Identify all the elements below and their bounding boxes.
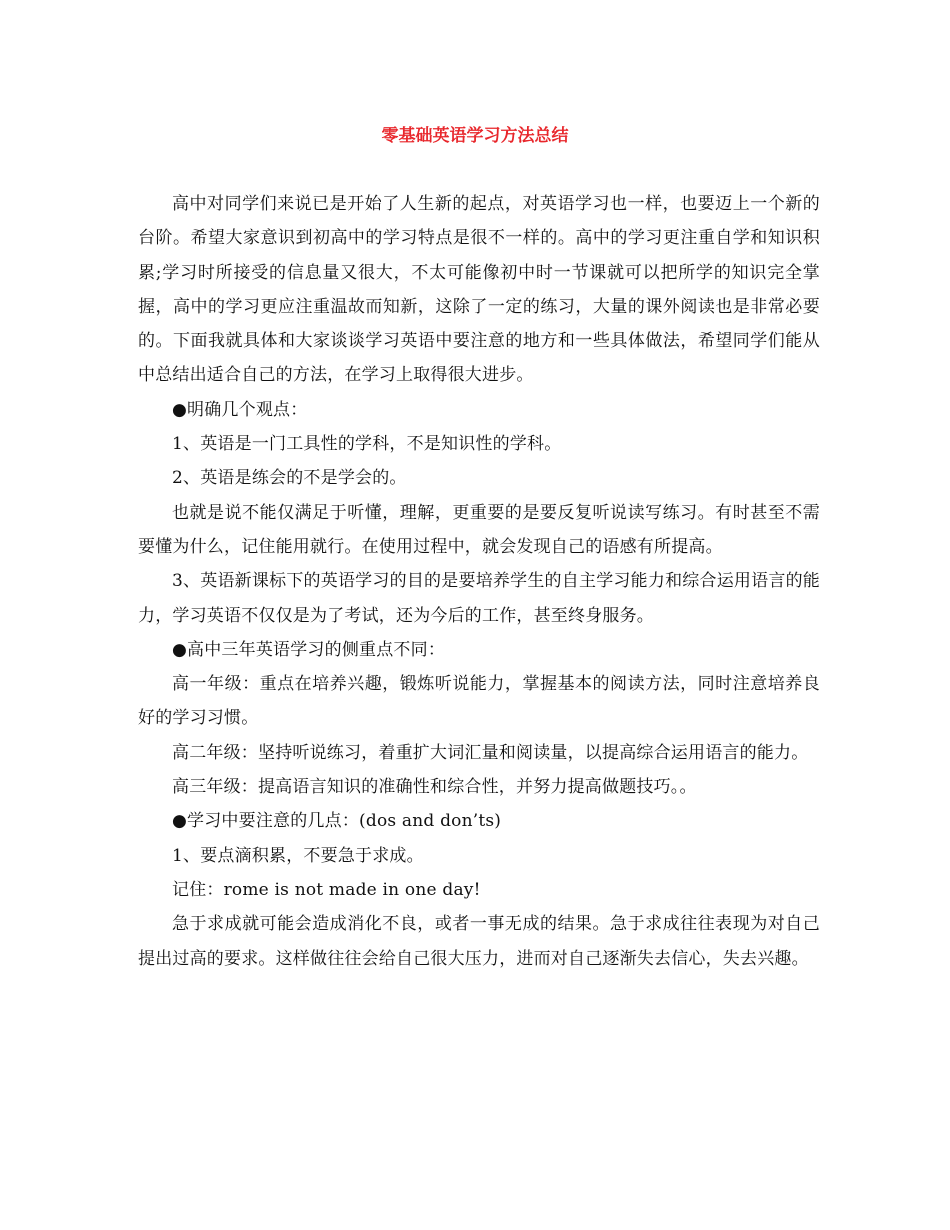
document-body [138, 187, 820, 976]
quote-line: 记住：rome is not made in one day! [172, 879, 481, 900]
grade-item: 高一年级：重点在培养兴趣，锻炼听说能力，掌握基本的阅读方法，同时注意培养良好的学习习惯。 [138, 674, 820, 729]
section-heading-viewpoints: ●明确几个观点： [172, 399, 308, 420]
grade-item: 高二年级：坚持听说练习，着重扩大词汇量和阅读量，以提高综合运用语言的能力。 [172, 742, 809, 763]
viewpoint-item: 1、英语是一门工具性的学科，不是知识性的学科。 [172, 434, 562, 455]
document-title: 零基础英语学习方法总结 [381, 126, 569, 146]
body-paragraph: 也就是说不能仅满足于听懂，理解，更重要的是要反复听说读写练习。有时甚至不需要懂为什么，记住能用就行。在使用过程中，就会发现自己的语感有所提高。 [138, 502, 820, 557]
section-heading-grade-focus: ●高中三年英语学习的侧重点不同： [172, 639, 446, 660]
body-paragraph: 急于求成就可能会造成消化不良，或者一事无成的结果。急于求成往往表现为对自己提出过高的要求。这样做往往会给自己很大压力，进而对自己逐渐失去信心，失去兴趣。 [138, 914, 820, 969]
section-heading-notes: ●学习中要注意的几点：(dos and don’ts) [172, 811, 502, 832]
note-item: 1、要点滴积累，不要急于求成。 [172, 845, 424, 866]
intro-paragraph: 高中对同学们来说已是开始了人生新的起点，对英语学习也一样，也要迈上一个新的台阶。希望大家意识到初高中的学习特点是很不一样的。高中的学习更注重自学和知识积累;学习时所接受的信息量又很大，不太可能像初中时一节课就可以把所学的知识完全掌握，高中的学习更应注重温故而知新，这除了一定的练习，大量的课外阅读也是非常必要的。下面我就具体和大家谈谈学习英语中要注意的地方和一些具体做法，希望同学们能从中总结出适合自己的方法，在学习上取得很大进步。 [138, 194, 820, 386]
viewpoint-item: 3、英语新课标下的英语学习的目的是要培养学生的自主学习能力和综合运用语言的能力，学习英语不仅仅是为了考试，还为今后的工作，甚至终身服务。 [138, 571, 820, 626]
grade-item: 高三年级：提高语言知识的准确性和综合性，并努力提高做题技巧。。 [172, 777, 697, 798]
viewpoint-item: 2、英语是练会的不是学会的。 [172, 468, 407, 489]
